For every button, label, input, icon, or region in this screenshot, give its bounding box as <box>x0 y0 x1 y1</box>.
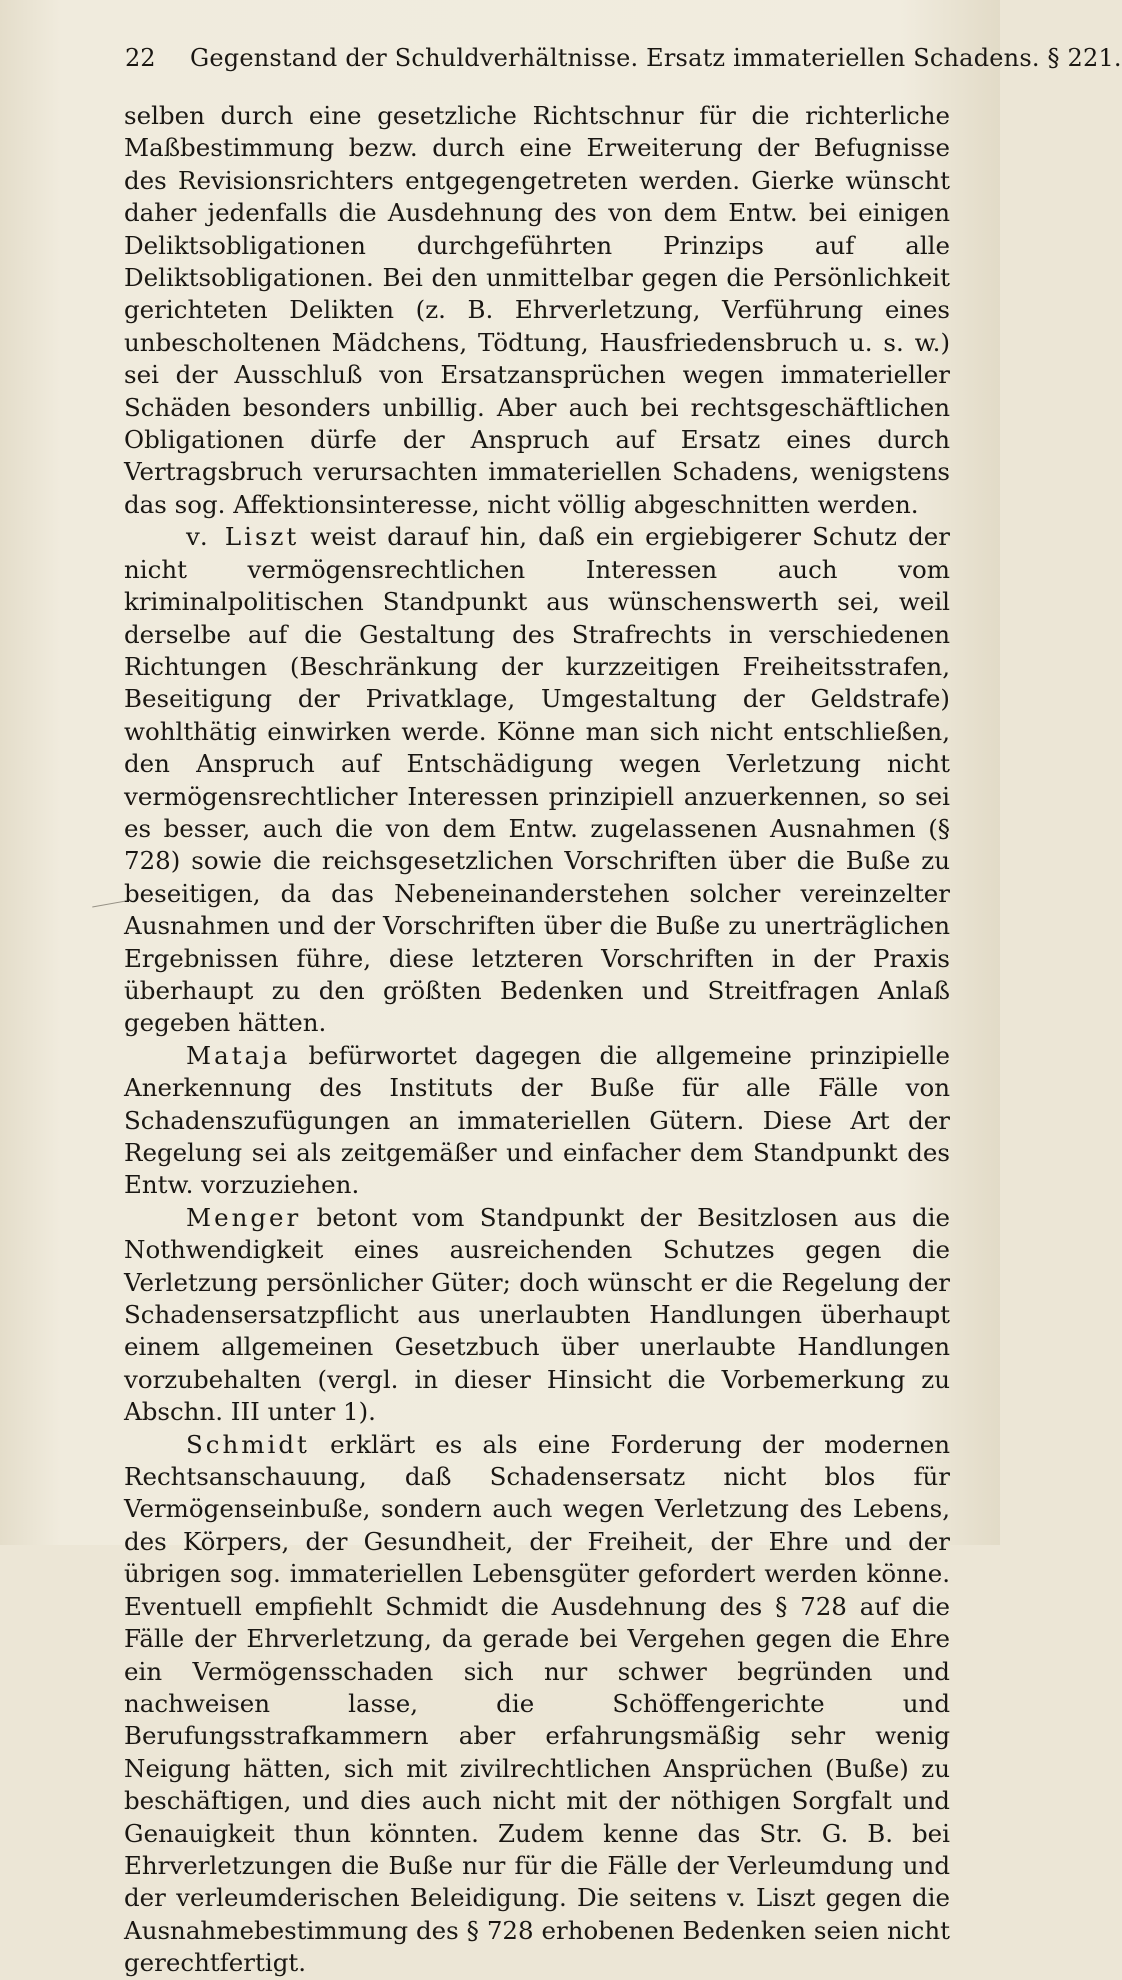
paragraph-schmidt <box>124 1429 950 1980</box>
running-title: Gegenstand der Schuldverhältnisse. Ersatz immateriellen Schadens. § 221. <box>190 44 1122 72</box>
paragraph-text: erklärt es als eine Forderung der modernen Rechtsanschauung, daß Schadensersatz nicht blos für Vermögenseinbuße, sondern auch wegen Verletzung des Lebens, des Körpers, der Gesundheit, der Freiheit, der Ehre und der übrigen sog. immateriellen Lebensgüter gefordert werden könne. Eventuell empfiehlt Schmidt die Ausdehnung des § 728 auf die Fälle der Ehrverletzung, da gerade bei Vergehen gegen die Ehre ein Vermögensschaden sich nur schwer begründen und nachweisen lasse, die Schöffengerichte und Berufungsstrafkammern aber erfahrungsmäßig sehr wenig Neigung hätten, sich mit zivilrechtlichen Ansprüchen (Buße) zu beschäftigen, und dies auch nicht mit der nöthigen Sorgfalt und Genauigkeit thun könnten. Zudem kenne das Str. G. B. bei Ehrverletzungen die Buße nur für die Fälle der Verleumdung und der verleumderischen Beleidigung. Die seitens v. Liszt gegen die Ausnahmebestimmung des § 728 erhobenen Bedenken seien nicht gerechtfertigt. <box>124 1429 950 1978</box>
author-name: Menger <box>186 1202 302 1232</box>
paragraph-text: befürwortet dagegen die allgemeine prinzipielle Anerkennung des Instituts der Buße für alle Fälle von Schadenszufügungen an immateriellen Gütern. Diese Art der Regelung sei als zeitgemäßer und einfacher dem Standpunkt des Entw. vorzuziehen. <box>124 1040 950 1200</box>
paragraph-liszt <box>124 521 950 1040</box>
page-number: 22 <box>125 44 156 72</box>
paragraph-gierke: selben durch eine gesetzliche Richtschnur für die richterliche Maßbestimmung bezw. durch eine Erweiterung der Befugnisse des Revisionsrichters entgegengetreten werden. Gierke wünscht daher jedenfalls die Ausdehnung des von dem Entw. bei einigen Deliktsobligationen durchgeführten Prinzips auf alle Deliktsobligationen. Bei den unmittelbar gegen die Persönlichkeit gerichteten Delikten (z. B. Ehrverletzung, Verführung eines unbescholtenen Mädchens, Tödtung, Hausfriedensbruch u. s. w.) sei der Ausschluß von Ersatzansprüchen wegen immaterieller Schäden besonders unbillig. Aber auch bei rechtsgeschäftlichen Obligationen dürfe der Anspruch auf Ersatz eines durch Vertragsbruch verursachten immateriellen Schadens, wenigstens das sog. Affektionsinteresse, nicht völlig abgeschnitten werden. <box>124 101 950 519</box>
paragraph-mataja <box>124 1040 950 1202</box>
page-header <box>125 40 1122 76</box>
paragraph-text: betont vom Standpunkt der Besitzlosen aus die Nothwendigkeit eines ausreichenden Schutzes gegen die Verletzung persönlicher Güter; doch wünscht er die Regelung der Schadensersatzpflicht aus unerlaubten Handlungen überhaupt einem allgemeinen Gesetzbuch über unerlaubte Handlungen vorzubehalten (vergl. in dieser Hinsicht die Vorbemerkung zu Abschn. III unter 1). <box>124 1202 950 1427</box>
author-name: v. Liszt <box>186 522 300 552</box>
main-text <box>124 100 950 1980</box>
author-name: Schmidt <box>186 1429 310 1459</box>
paragraph-text: weist darauf hin, daß ein ergiebigerer Schutz der nicht vermögensrechtlichen Interessen auch vom kriminalpolitischen Standpunkt aus wünschenswerth sei, weil derselbe auf die Gestaltung des Strafrechts in verschiedenen Richtungen (Beschränkung der kurzzeitigen Freiheitsstrafen, Beseitigung der Privatklage, Umgestaltung der Geldstrafe) wohlthätig einwirken werde. Könne man sich nicht entschließen, den Anspruch auf Entschädigung wegen Verletzung nicht vermögensrechtlicher Interessen prinzipiell anzuerkennen, so sei es besser, auch die von dem Entw. zugelassenen Ausnahmen (§ 728) sowie die reichsgesetzlichen Vorschriften über die Buße zu beseitigen, da das Nebeneinanderstehen solcher vereinzelter Ausnahmen und der Vorschriften über die Buße zu unerträglichen Ergebnissen führe, diese letzteren Vorschriften in der Praxis überhaupt zu den größten Bedenken und Streitfragen Anlaß gegeben hätten. <box>124 522 950 1038</box>
author-name: Mataja <box>186 1040 291 1070</box>
paragraph-menger <box>124 1202 950 1429</box>
